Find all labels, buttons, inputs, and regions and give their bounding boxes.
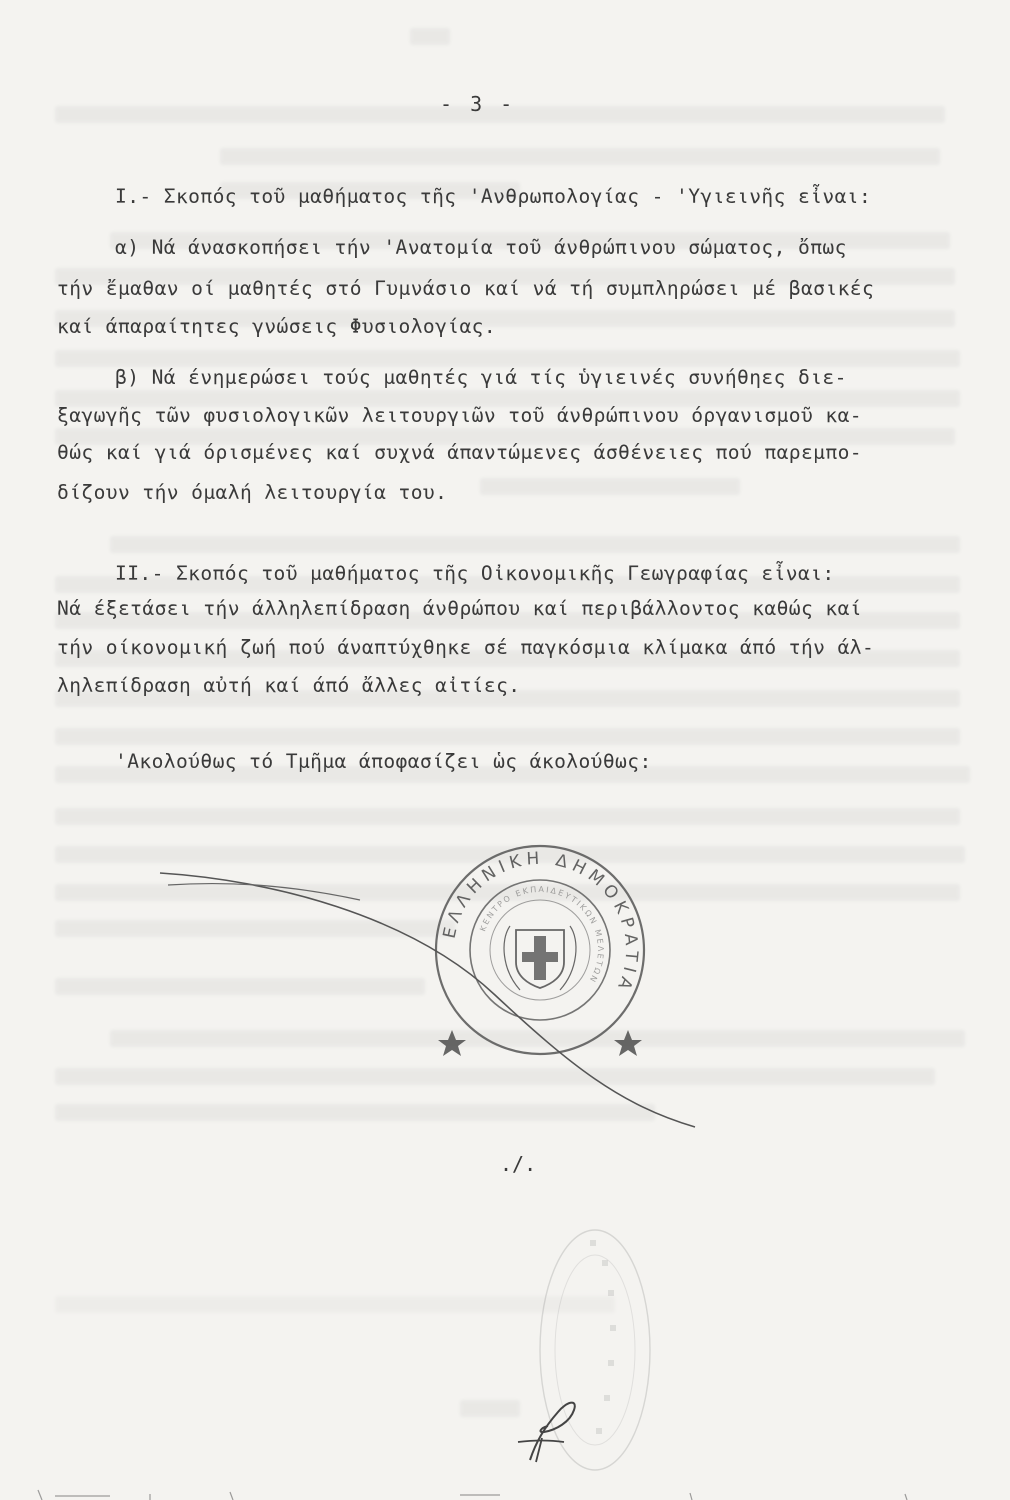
paragraph-line: τήν οίκονομική ζωή πού άναπτύχθηκε σέ παγκόσμια κλίμακα άπό τήν άλ-	[57, 636, 875, 659]
section-one-heading: Ι.- Σκοπός τοῦ μαθήματος τῆς 'Ανθρωπολογίας - 'Υγιεινῆς εἶναι:	[115, 185, 872, 208]
paragraph-line: α) Νά άνασκοπήσει τήν 'Ανατομία τοῦ άνθρώπινου σώματος, ὄπως	[115, 236, 847, 259]
official-seal	[430, 840, 650, 1060]
decision-line: 'Ακολούθως τό Τμῆμα άποφασίζει ὡς άκολούθως:	[115, 750, 652, 773]
paragraph-line: θώς καί γιά όρισμένες καί συχνά άπαντώμενες άσθένειες πού παρεμπο-	[57, 441, 862, 464]
svg-text:ΚΕΝΤΡΟ ΕΚΠΑΙΔΕΥΤΙΚΩΝ ΜΕΛΕΤΩΝ: ΚΕΝΤΡΟ ΕΚΠΑΙΔΕΥΤΙΚΩΝ ΜΕΛΕΤΩΝ	[478, 884, 606, 986]
svg-text:ΕΛΛΗΝΙΚΗ ΔΗΜΟΚΡΑΤΙΑ: ΕΛΛΗΝΙΚΗ ΔΗΜΟΚΡΑΤΙΑ	[439, 848, 642, 997]
paragraph-line: β) Νά ένημερώσει τούς μαθητές γιά τίς ὑγιεινές συνήθηες διε-	[115, 366, 847, 389]
section-two-heading: ΙΙ.- Σκοπός τοῦ μαθήματος τῆς Οἰκονομικῆς Γεωγραφίας εἶναι:	[115, 562, 835, 585]
paragraph-line: δίζουν τήν όμαλή λειτουργία του.	[57, 481, 448, 504]
paragraph-line: καί άπαραίτητες γνώσεις Φυσιολογίας.	[57, 315, 497, 338]
paragraph-line: τήν ἔμαθαν οί μαθητές στό Γυμνάσιο καί νά τή συμπληρώσει μέ βασικές	[57, 277, 875, 300]
page-number: - 3 -	[440, 92, 516, 116]
handwritten-signature	[500, 1390, 590, 1465]
paragraph-line: ληλεπίδραση αὐτή καί άπό ἄλλες αἰτίες.	[57, 674, 521, 697]
bottom-edge-marks	[0, 1480, 1010, 1500]
paragraph-line: ξαγωγῆς τῶν φυσιολογικῶν λειτουργιῶν τοῦ άνθρώπινου όργανισμοῦ κα-	[57, 404, 862, 427]
continuation-mark: ./.	[500, 1152, 537, 1176]
paragraph-line: Νά έξετάσει τήν άλληλεπίδραση άνθρώπου καί περιβάλλοντος καθώς καί	[57, 597, 862, 620]
